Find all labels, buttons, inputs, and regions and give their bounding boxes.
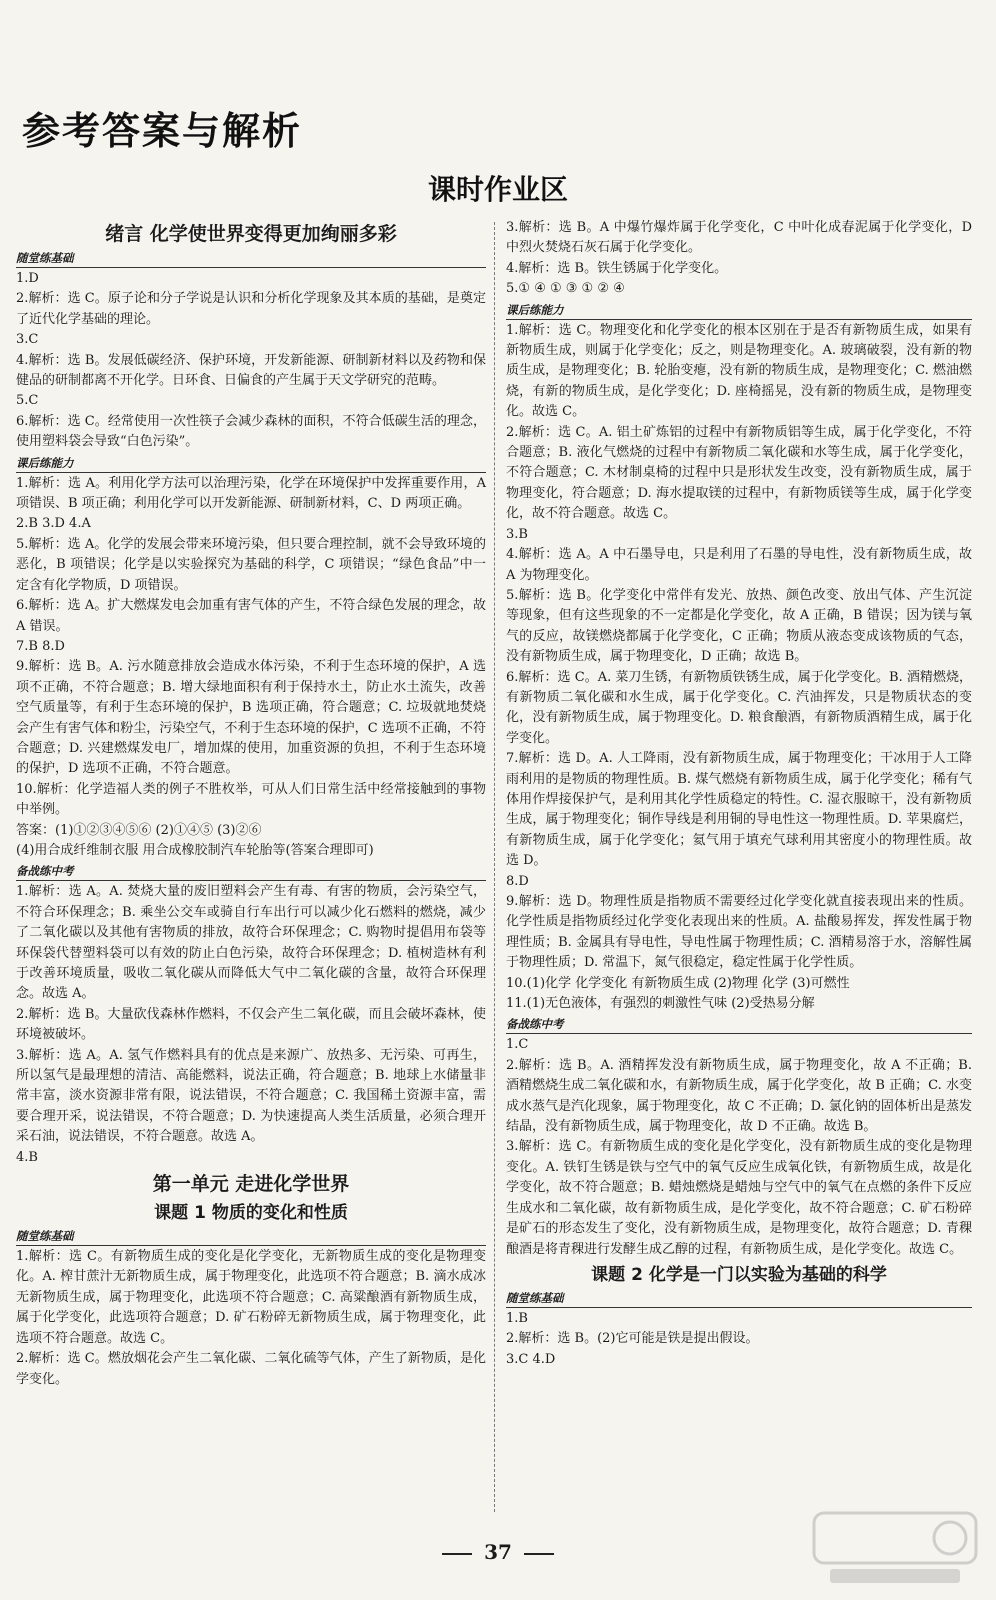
- answer-item: 6.解析：选 C。A. 菜刀生锈，有新物质铁锈生成，属于化学变化。B. 酒精燃烧，有新物质二氧化碳和水生成，属于化学变化。C. 汽油挥发，只是物质状态的变化，没有新物质生成，属于物理变化。D. 粮食酿酒，有新物质酒精生成，属于化学变化。: [506, 669, 972, 746]
- zone-title: 课时作业区: [427, 173, 568, 206]
- answer-item: 3.解析：选 A。A. 氢气作燃料具有的优点是来源广、放热多、无污染、可再生，所以氢气是最理想的清洁、高能燃料，说法正确，符合题意；B. 地球上水储量非常丰富，淡水资源非常有限，说法错误，不符合题意；C. 我国稀土资源丰富，需要合理开采，说法错误，不符合题意；D. 为快速提高人类生活质量，必须合理开采石油，说法错误，不符合题意。故选 A。: [16, 1047, 486, 1145]
- section-tag: 随堂练基础: [16, 250, 486, 268]
- answer-item: 2.解析：选 C。A. 铝土矿炼铝的过程中有新物质铝等生成，属于化学变化，不符合题意；B. 液化气燃烧的过程中有新物质二氧化碳和水等生成，属于化学变化，不符合题意；C. 木材制桌椅的过程中只是形状发生改变，没有新物质生成，属于物理变化，符合题意；D. 海水提取镁的过程中，有新物质镁等生成，属于化学变化，故不符合题意。故选 C。: [506, 424, 972, 522]
- section-title: 课题 2 化学是一门以实验为基础的科学: [591, 1264, 887, 1285]
- answer-item: 答案：(1)①②③④⑤⑥ (2)①④⑤ (3)②⑥: [16, 822, 262, 838]
- answer-item: 5.C: [16, 393, 39, 409]
- page-heading: 参考答案与解析: [22, 109, 303, 153]
- answer-item: 2.解析：选 C。燃放烟花会产生二氧化碳、二氧化硫等气体，产生了新物质，是化学变化。: [16, 1351, 486, 1387]
- answer-item: 10.(1)化学 化学变化 有新物质生成 (2)物理 化学 (3)可燃性: [506, 975, 850, 991]
- answer-item: 3.C 4.D: [506, 1351, 556, 1367]
- answer-item: 4.B: [16, 1149, 38, 1165]
- answer-item: 4.解析：选 B。铁生锈属于化学变化。: [506, 260, 728, 276]
- answer-item: 1.解析：选 C。有新物质生成的变化是化学变化，无新物质生成的变化是物理变化。A. 榨甘蔗汁无新物质生成，属于物理变化，此选项不符合题意；B. 滴水成冰无新物质生成，属于物理变化，此选项不符合题意；C. 高粱酿酒有新物质生成，属于化学变化，此选项符合题意；D. 矿石粉碎无新物质生成，属于物理变化，此选项不符合题意。故选 C。: [16, 1249, 486, 1346]
- answer-item: 6.解析：选 A。扩大燃煤发电会加重有害气体的产生，不符合绿色发展的理念，故 A 错误。: [16, 598, 486, 634]
- answer-item: 2.B 3.D 4.A: [16, 516, 91, 532]
- answer-item: 11.(1)无色液体，有强烈的刺激性气味 (2)受热易分解: [506, 996, 815, 1012]
- answer-item: 7.B 8.D: [16, 638, 65, 654]
- section-title: 课题 1 物质的变化和性质: [154, 1203, 348, 1224]
- section-tag: 备战练中考: [16, 863, 486, 881]
- column-divider: [494, 222, 495, 1512]
- answer-item: 1.解析：选 A。A. 焚烧大量的废旧塑料会产生有毒、有害的物质，会污染空气，不符合环保理念；B. 乘坐公交车或骑自行车出行可以减少化石燃料的燃烧，减少了二氧化碳以及其他有害物质的排放，故符合环保理念；C. 购物时提倡用布袋等环保袋代替塑料袋可以有效的防止白色污染，故符合环保理念；D. 植树造林有利于改善环境质量，吸收二氧化碳从而降低大气中二氧化碳的含量，故符合环保理念。故选 A。: [16, 884, 486, 1002]
- answer-item: 2.解析：选 B。A. 酒精挥发没有新物质生成，属于物理变化，故 A 不正确；B. 酒精燃烧生成二氧化碳和水，有新物质生成，属于化学变化，故 B 正确；C. 水变成水蒸气是汽化现象，属于物理变化，故 C 不正确；D. 氯化钠的固体析出是蒸发结晶，没有新物质生成，属于物理变化，故 D 不正确。故选 B。: [506, 1057, 972, 1135]
- answer-item: 3.B: [506, 526, 528, 542]
- answer-item: 3.解析：选 B。A 中爆竹爆炸属于化学变化，C 中叶化成春泥属于化学变化，D 中烈火焚烧石灰石属于化学变化。: [506, 220, 972, 256]
- answer-item: 5.解析：选 B。化学变化中常伴有发光、放热、颜色改变、放出气体、产生沉淀等现象，但有这些现象的不一定都是化学变化，故 A 正确，B 错误；因为镁与氧气的反应，故镁燃烧都属于化学变化，C 正确；物质从液态变成该物质的气态，没有新物质生成，属于物理变化，D 正确；故选 B。: [506, 587, 972, 665]
- section-tag: 随堂练基础: [506, 1290, 972, 1308]
- section-tag: 课后练能力: [506, 302, 972, 320]
- answer-item: 1.解析：选 C。物理变化和化学变化的根本区别在于是否有新物质生成，如果有新物质生成，则属于化学变化；反之，则是物理变化。A. 玻璃破裂，没有新的物质生成，是物理变化；B. 轮胎变瘪，没有新的物质生成，是物理变化；C. 燃油燃烧，有新的物质生成，是化学变化；D. 座椅摇晃，没有新的物质生成，是物理变化。故选 C。: [506, 322, 972, 420]
- left-column: [16, 218, 486, 1390]
- answer-item: 5.① ④ ① ③ ① ② ④: [506, 281, 625, 297]
- dash-right: [524, 1553, 554, 1555]
- answer-item: 5.解析：选 A。化学的发展会带来环境污染，但只要合理控制，就不会导致环境的恶化，B 项错误；化学是以实验探究为基础的科学，C 项错误；“绿色食品”中一定含有化学物质，D 项错误。: [16, 536, 486, 593]
- answer-item: 3.解析：选 C。有新物质生成的变化是化学变化，没有新物质生成的变化是物理变化。A. 铁钉生锈是铁与空气中的氧气反应生成氧化铁，有新物质生成，故是化学变化，故不符合题意；B. 蜡烛燃烧是蜡烛与空气中的氧气在点燃的条件下反应生成水和二氧化碳，故有新物质生成，是化学变化，故不符合题意；C. 矿石粉碎是矿石的形态发生了变化，没有新物质生成，是物理变化，故符合题意；D. 青稞酿酒是将青稞进行发酵生成乙醇的过程，有新物质生成，是化学变化。故选 C。: [506, 1139, 972, 1257]
- answer-item: 6.解析：选 C。经常使用一次性筷子会减少森林的面积，不符合低碳生活的理念，使用塑料袋会导致“白色污染”。: [16, 413, 486, 450]
- answer-item: 8.D: [506, 873, 529, 889]
- answer-item: 10.解析：化学造福人类的例子不胜枚举，可从人们日常生活中经常接触到的事物中举例。: [16, 781, 486, 818]
- dash-left: [442, 1553, 472, 1555]
- answer-item: (4)用合成纤维制衣服 用合成橡胶制汽车轮胎等(答案合理即可): [16, 842, 374, 858]
- section-title: 绪言 化学使世界变得更加绚丽多彩: [105, 223, 397, 245]
- answer-item: 3.C: [16, 332, 39, 348]
- watermark-logo: [810, 1505, 980, 1590]
- answer-item: 4.解析：选 B。发展低碳经济、保护环境，开发新能源、研制新材料以及药物和保健品的研制都离不开化学。日环食、日偏食的产生属于天文学研究的范畴。: [16, 352, 486, 389]
- answer-item: 9.解析：选 B。A. 污水随意排放会造成水体污染，不利于生态环境的保护，A 选项不正确，不符合题意；B. 增大绿地面积有利于保持水土，防止水土流失，改善空气质量等，有利于生态环境的保护，B 选项正确，符合题意；C. 垃圾就地焚烧会产生有害气体和粉尘，污染空气，不利于生态环境的保护，C 选项不正确，不符合题意；D. 兴建燃煤发电厂，增加煤的使用，加重资源的负担，不利于生态环境的保护，D 选项不正确，不符合题意。: [16, 659, 486, 777]
- answer-item: 1.B: [506, 1310, 528, 1326]
- answer-item: 9.解析：选 D。物理性质是指物质不需要经过化学变化就直接表现出来的性质。化学性质是指物质经过化学变化表现出来的性质。A. 盐酸易挥发，挥发性属于物理性质；B. 金属具有导电性，导电性属于物理性质；C. 酒精易溶于水，溶解性属于物理性质；D. 常温下，氮气很稳定，稳定性属于化学性质。: [506, 894, 972, 971]
- answer-item: 4.解析：选 A。A 中石墨导电，只是利用了石墨的导电性，没有新物质生成，故 A 为物理变化。: [506, 547, 972, 583]
- answer-item: 2.解析：选 B。大量砍伐森林作燃料，不仅会产生二氧化碳，而且会破坏森林，使环境被破坏。: [16, 1006, 486, 1043]
- answer-item: 1.C: [506, 1037, 529, 1053]
- answer-item: 7.解析：选 D。A. 人工降雨，没有新物质生成，属于物理变化；干冰用于人工降雨利用的是物质的物理性质。B. 煤气燃烧有新物质生成，属于化学变化；稀有气体用作焊接保护气，是利用其化学性质稳定的特性。C. 湿衣服晾干，没有新物质生成，属于物理变化；铜作导线是利用铜的导电性这一物理性质。D. 苹果腐烂，有新物质生成，属于化学变化；氦气用于填充气球利用其密度小的物理性质。故选 D。: [506, 751, 972, 869]
- section-tag: 备战练中考: [506, 1016, 972, 1034]
- answer-item: 2.解析：选 C。原子论和分子学说是认识和分析化学现象及其本质的基础，是奠定了近代化学基础的理论。: [16, 291, 486, 327]
- answer-item: 1.解析：选 A。利用化学方法可以治理污染，化学在环境保护中发挥重要作用，A 项错误、B 项正确；利用化学可以开发新能源、研制新材料，C、D 两项正确。: [16, 475, 487, 512]
- section-tag: 课后练能力: [16, 455, 486, 473]
- page-number-text: 37: [484, 1540, 512, 1564]
- section-title: 第一单元 走进化学世界: [152, 1173, 350, 1196]
- section-tag: 随堂练基础: [16, 1228, 486, 1246]
- answer-item: 1.D: [16, 271, 39, 286]
- right-column: [506, 218, 972, 1370]
- answer-item: 2.解析：选 B。(2)它可能是铁是提出假设。: [506, 1331, 759, 1347]
